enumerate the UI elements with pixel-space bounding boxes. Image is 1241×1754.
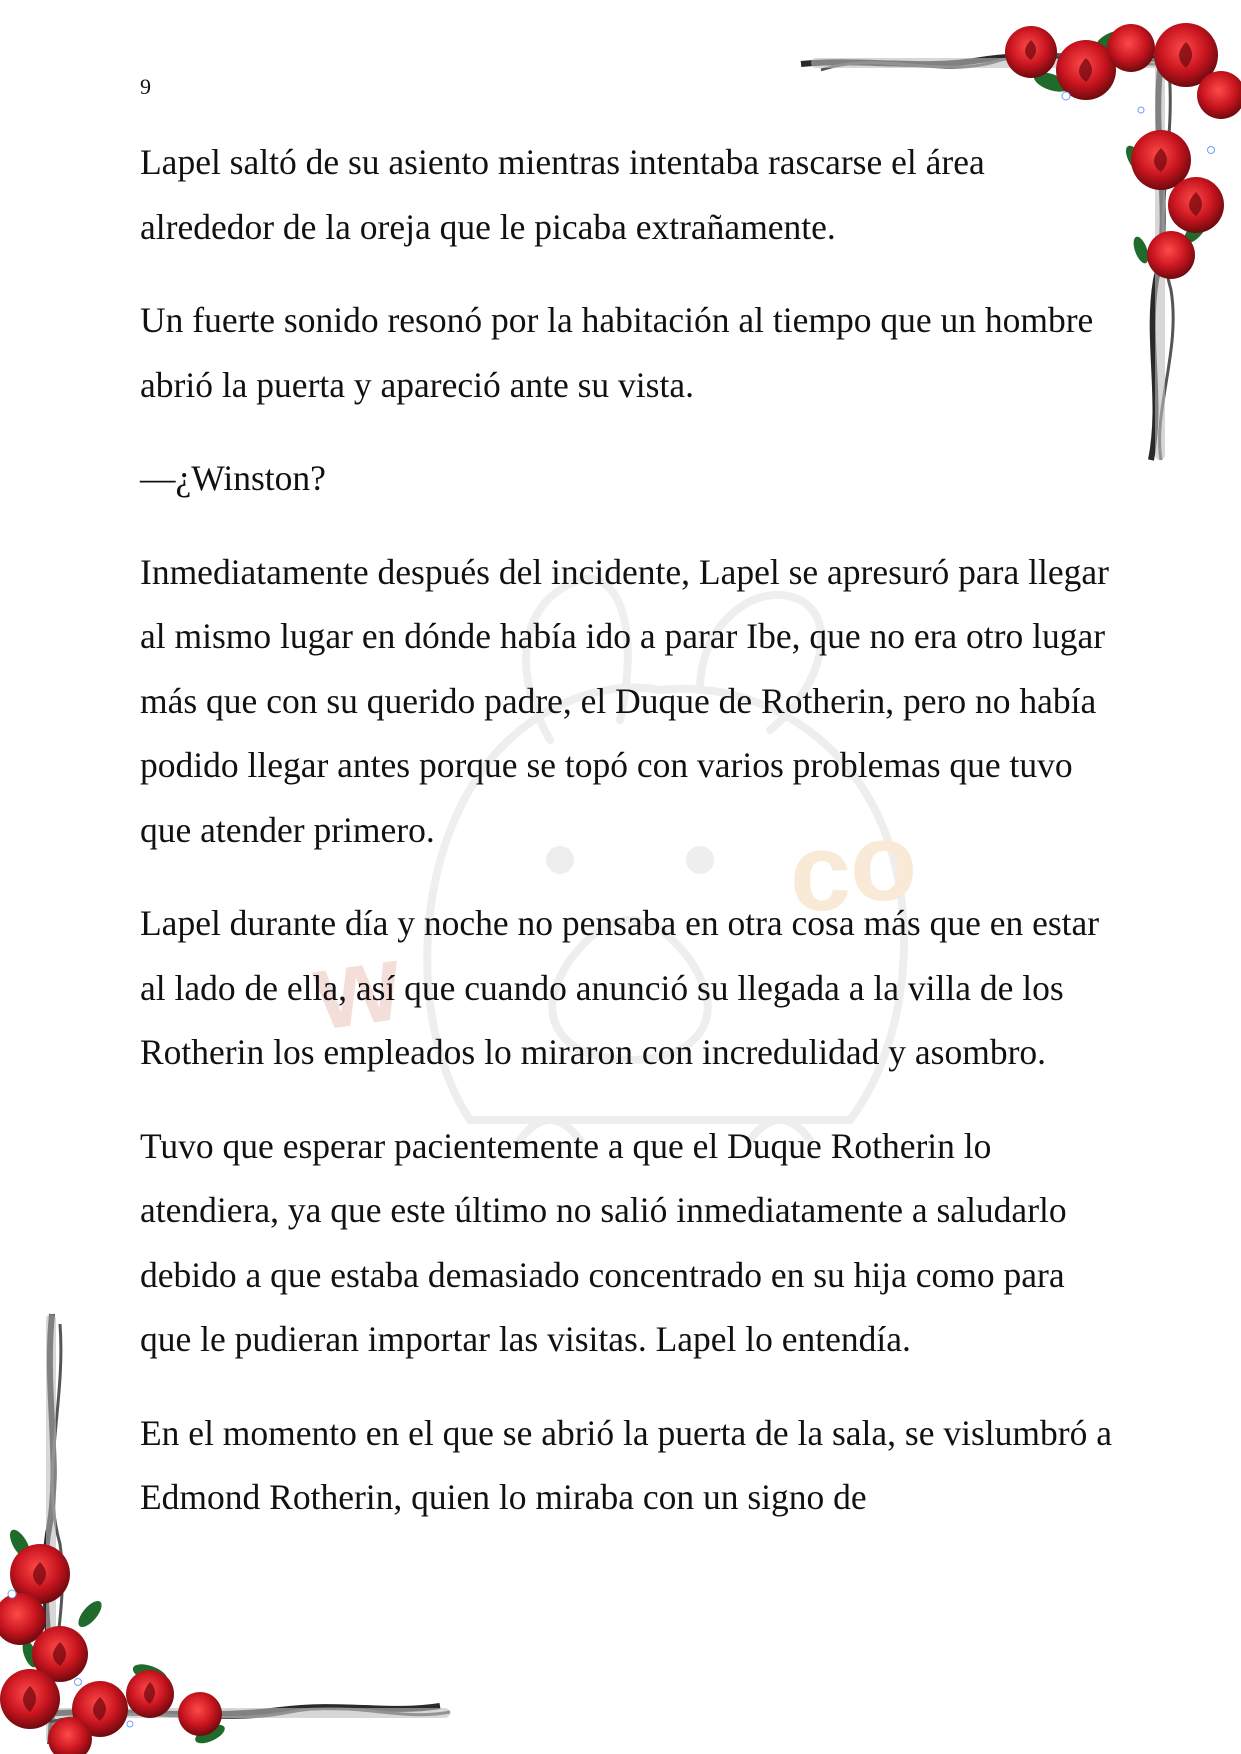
paragraph: Inmediatamente después del incidente, Lapel se apresuró para llegar al mismo lugar en dónde había ido a parar Ibe, que no era otro lugar más que con su querido padre, el Duque de Rotherin, pero no había podido llegar antes porque se topó con varios problemas que tuvo que atender primero.: [140, 551, 1109, 850]
svg-text:o: o: [850, 801, 918, 924]
paragraph: En el momento en el que se abrió la puerta de la sala, se vislumbró a Edmond Rotherin, quien lo miraba con un signo de: [140, 1412, 1112, 1517]
body-text: [140, 130, 1120, 1559]
svg-text:w: w: [306, 920, 409, 1054]
paragraph: Lapel saltó de su asiento mientras intentaba rascarse el área alrededor de la oreja que le picaba extrañamente.: [140, 142, 985, 247]
svg-text:c: c: [790, 811, 852, 934]
paragraph: —¿Winston?: [140, 458, 326, 498]
page-number: 9: [140, 74, 151, 99]
paragraph: Un fuerte sonido resonó por la habitación al tiempo que un hombre abrió la puerta y apareció ante su vista.: [140, 300, 1094, 405]
paragraph: Tuvo que esperar pacientemente a que el Duque Rotherin lo atendiera, ya que este último no salió inmediatamente a saludarlo debido a que estaba demasiado concentrado en su hija como para que le pudieran importar las visitas. Lapel lo entendía.: [140, 1125, 1067, 1359]
paragraph: Lapel durante día y noche no pensaba en otra cosa más que en estar al lado de ella, así que cuando anunció su llegada a la villa de los Rotherin los empleados lo miraron con incredulidad y asombro.: [140, 903, 1100, 1072]
